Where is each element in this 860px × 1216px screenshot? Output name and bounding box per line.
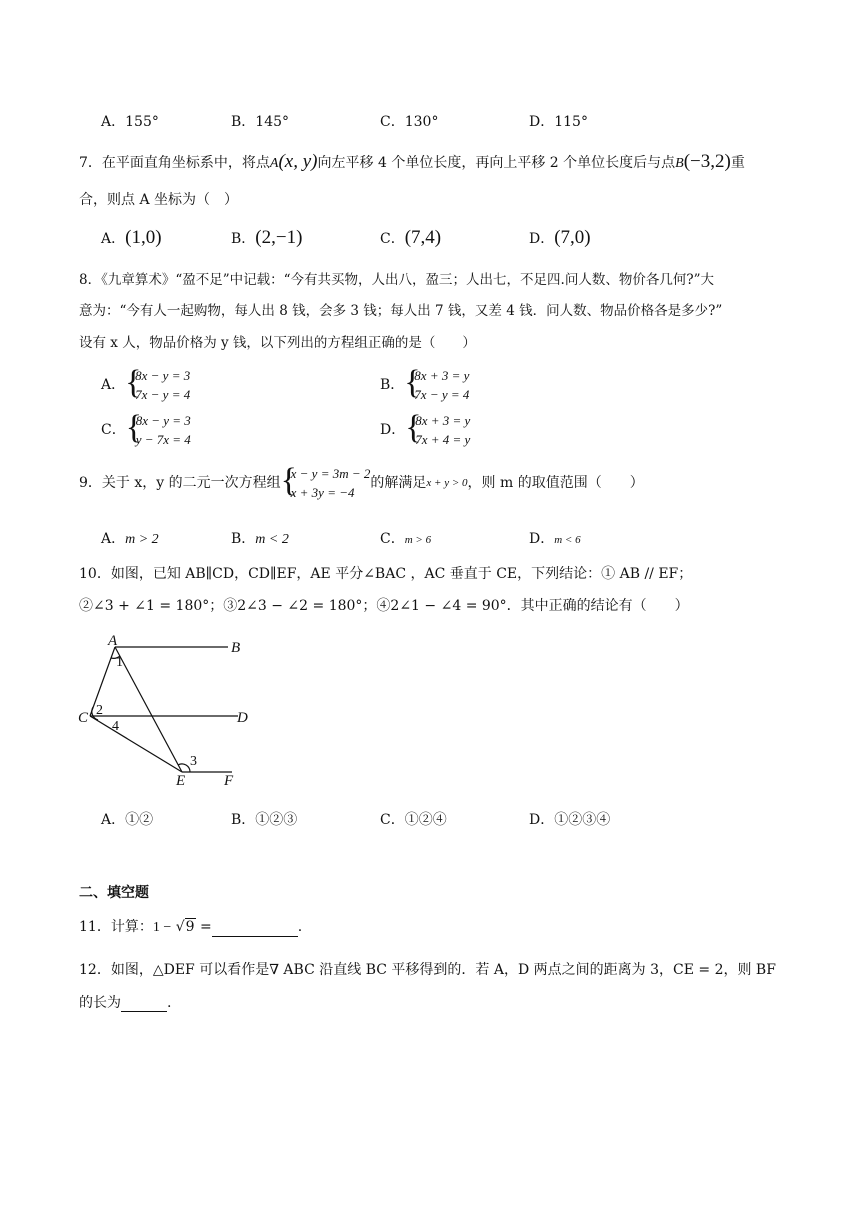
q10-option-d: D．①②③④ bbox=[529, 812, 611, 828]
q12-line1: 12．如图，△DEF 可以看作是∇ ABC 沿直线 BC 平移得到的．若 A，D 两点之间的距离为 3，CE = 2，则 BF bbox=[79, 962, 776, 978]
label-angle-4: 4 bbox=[112, 719, 119, 734]
q11-answer-blank[interactable] bbox=[212, 920, 298, 937]
q7-option-b: B．(2,−1) bbox=[231, 227, 303, 248]
label-angle-3: 3 bbox=[190, 754, 197, 769]
q7-option-d: D．(7,0) bbox=[529, 227, 591, 248]
q10-option-b: B．①②③ bbox=[231, 812, 298, 828]
q8-option-b: B． { 8x + 3 = y 7x − y = 4 bbox=[380, 364, 470, 402]
q8-line2: 意为：“今有人一起购物，每人出 8 钱，会多 3 钱；每人出 7 钱，又差 4 钱．问人数、物品价格各是多少?” bbox=[79, 303, 723, 319]
label-e: E bbox=[176, 773, 186, 789]
q10-figure bbox=[70, 630, 270, 790]
q11-line: 11．计算：1 − √9 = . bbox=[79, 919, 303, 935]
q8-option-a: A． { 8x − y = 3 7x − y = 4 bbox=[101, 364, 191, 402]
q8-option-c: C． { 8x − y = 3 y − 7x = 4 bbox=[101, 409, 191, 447]
q9-option-d: D．m < 6 bbox=[529, 531, 581, 547]
q9-option-c: C．m > 6 bbox=[380, 531, 432, 547]
segment-ce bbox=[90, 716, 182, 772]
label-d: D bbox=[237, 710, 248, 726]
q8-line3: 设有 x 人，物品价格为 y 钱，以下列出的方程组正确的是（ ） bbox=[79, 335, 476, 351]
q9-line: 9．关于 x，y 的二元一次方程组 { x − y = 3m − 2 x + 3y = −4 的解满足x + y > 0，则 m 的取值范围（ ） bbox=[79, 462, 644, 500]
q10-option-c: C．①②④ bbox=[380, 812, 447, 828]
q7-option-c: C．(7,4) bbox=[380, 227, 442, 248]
q6-option-c: C．130° bbox=[380, 114, 439, 130]
section-title: 二、填空题 bbox=[79, 885, 149, 901]
q6-option-a: A．155° bbox=[101, 114, 159, 130]
q10-option-a: A．①② bbox=[101, 812, 154, 828]
label-a: A bbox=[108, 633, 118, 649]
q7-line2: 合，则点 A 坐标为（ ） bbox=[79, 192, 239, 208]
label-angle-2: 2 bbox=[96, 703, 103, 718]
q10-line2: ②∠3 + ∠1 = 180°；③2∠3 − ∠2 = 180°；④2∠1 − ∠4 = 90°．其中正确的结论有（ ） bbox=[79, 598, 689, 614]
q9-option-b: B．m < 2 bbox=[231, 531, 289, 547]
q12-answer-blank[interactable] bbox=[121, 995, 167, 1012]
q12-line2: 的长为 . bbox=[79, 995, 172, 1011]
label-angle-1: 1 bbox=[116, 655, 123, 670]
q9-option-a: A．m > 2 bbox=[101, 531, 159, 547]
q7-option-a: A．(1,0) bbox=[101, 227, 162, 248]
segment-ae bbox=[115, 647, 182, 772]
label-b: B bbox=[231, 640, 241, 656]
label-f: F bbox=[224, 773, 234, 789]
sqrt-symbol: √9 bbox=[175, 919, 195, 935]
label-c: C bbox=[78, 710, 89, 726]
q8-line1: 8．《九章算术》“盈不足”中记载：“今有共买物，人出八，盈三；人出七，不足四.问人数、物价各几何?”大 bbox=[79, 272, 714, 288]
q10-line1: 10．如图，已知 AB∥CD，CD∥EF，AE 平分∠BAC ，AC 垂直于 CE，下列结论：① AB // EF； bbox=[79, 566, 693, 582]
q8-option-d: D． { 8x + 3 = y 7x + 4 = y bbox=[380, 409, 471, 447]
q6-option-d: D．115° bbox=[529, 114, 588, 130]
q6-option-b: B．145° bbox=[231, 114, 290, 130]
q7-line1: 7．在平面直角坐标系中，将点A(x, y)向左平移 4 个单位长度，再向上平移 2 个单位长度后与点B(−3,2)重 bbox=[79, 151, 745, 172]
